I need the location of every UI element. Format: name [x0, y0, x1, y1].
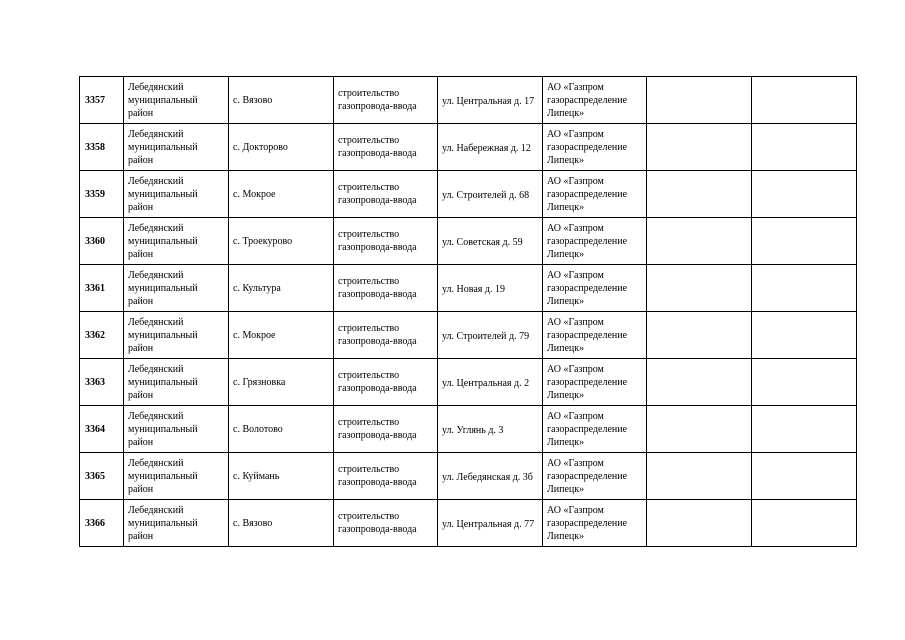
district-cell: Лебедянский муниципальный район	[124, 312, 229, 359]
empty-cell	[752, 171, 857, 218]
work-type-cell: строительство газопровода-ввода	[334, 500, 438, 547]
address-cell: ул. Центральная д. 77	[438, 500, 543, 547]
organization-cell: АО «Газпром газораспределение Липецк»	[543, 218, 647, 265]
organization-cell: АО «Газпром газораспределение Липецк»	[543, 359, 647, 406]
village-cell: с. Вязово	[229, 77, 334, 124]
empty-cell	[647, 171, 752, 218]
organization-cell: АО «Газпром газораспределение Липецк»	[543, 406, 647, 453]
empty-cell	[647, 218, 752, 265]
organization-cell: АО «Газпром газораспределение Липецк»	[543, 453, 647, 500]
address-cell: ул. Строителей д. 68	[438, 171, 543, 218]
empty-cell	[752, 312, 857, 359]
empty-cell	[647, 77, 752, 124]
village-cell: с. Докторово	[229, 124, 334, 171]
row-number: 3357	[80, 77, 124, 124]
row-number: 3363	[80, 359, 124, 406]
empty-cell	[752, 77, 857, 124]
table-row	[80, 500, 857, 547]
table-row	[80, 124, 857, 171]
work-type-cell: строительство газопровода-ввода	[334, 453, 438, 500]
work-type-cell: строительство газопровода-ввода	[334, 265, 438, 312]
address-cell: ул. Новая д. 19	[438, 265, 543, 312]
district-cell: Лебедянский муниципальный район	[124, 265, 229, 312]
village-cell: с. Мокрое	[229, 312, 334, 359]
organization-cell: АО «Газпром газораспределение Липецк»	[543, 171, 647, 218]
organization-cell: АО «Газпром газораспределение Липецк»	[543, 312, 647, 359]
empty-cell	[752, 124, 857, 171]
empty-cell	[647, 312, 752, 359]
district-cell: Лебедянский муниципальный район	[124, 453, 229, 500]
empty-cell	[647, 453, 752, 500]
district-cell: Лебедянский муниципальный район	[124, 124, 229, 171]
row-number: 3361	[80, 265, 124, 312]
work-type-cell: строительство газопровода-ввода	[334, 77, 438, 124]
empty-cell	[752, 500, 857, 547]
empty-cell	[647, 124, 752, 171]
table-row	[80, 77, 857, 124]
work-type-cell: строительство газопровода-ввода	[334, 171, 438, 218]
organization-cell: АО «Газпром газораспределение Липецк»	[543, 77, 647, 124]
empty-cell	[752, 359, 857, 406]
district-cell: Лебедянский муниципальный район	[124, 359, 229, 406]
organization-cell: АО «Газпром газораспределение Липецк»	[543, 124, 647, 171]
row-number: 3360	[80, 218, 124, 265]
table-row	[80, 406, 857, 453]
empty-cell	[752, 218, 857, 265]
address-cell: ул. Советская д. 59	[438, 218, 543, 265]
empty-cell	[647, 500, 752, 547]
work-type-cell: строительство газопровода-ввода	[334, 312, 438, 359]
table-row	[80, 265, 857, 312]
district-cell: Лебедянский муниципальный район	[124, 500, 229, 547]
work-type-cell: строительство газопровода-ввода	[334, 218, 438, 265]
district-cell: Лебедянский муниципальный район	[124, 171, 229, 218]
empty-cell	[647, 406, 752, 453]
empty-cell	[752, 406, 857, 453]
address-cell: ул. Центральная д. 2	[438, 359, 543, 406]
empty-cell	[752, 453, 857, 500]
row-number: 3362	[80, 312, 124, 359]
table-row	[80, 171, 857, 218]
village-cell: с. Куймань	[229, 453, 334, 500]
work-type-cell: строительство газопровода-ввода	[334, 359, 438, 406]
table-row	[80, 218, 857, 265]
empty-cell	[647, 265, 752, 312]
organization-cell: АО «Газпром газораспределение Липецк»	[543, 500, 647, 547]
row-number: 3359	[80, 171, 124, 218]
village-cell: с. Вязово	[229, 500, 334, 547]
document-table	[79, 76, 857, 547]
district-cell: Лебедянский муниципальный район	[124, 77, 229, 124]
row-number: 3358	[80, 124, 124, 171]
empty-cell	[752, 265, 857, 312]
table-row	[80, 359, 857, 406]
village-cell: с. Грязновка	[229, 359, 334, 406]
village-cell: с. Культура	[229, 265, 334, 312]
table-body	[80, 77, 857, 547]
row-number: 3365	[80, 453, 124, 500]
village-cell: с. Мокрое	[229, 171, 334, 218]
empty-cell	[647, 359, 752, 406]
village-cell: с. Троекурово	[229, 218, 334, 265]
table-row	[80, 453, 857, 500]
work-type-cell: строительство газопровода-ввода	[334, 124, 438, 171]
district-cell: Лебедянский муниципальный район	[124, 218, 229, 265]
address-cell: ул. Набережная д. 12	[438, 124, 543, 171]
organization-cell: АО «Газпром газораспределение Липецк»	[543, 265, 647, 312]
row-number: 3364	[80, 406, 124, 453]
work-type-cell: строительство газопровода-ввода	[334, 406, 438, 453]
row-number: 3366	[80, 500, 124, 547]
table-row	[80, 312, 857, 359]
address-cell: ул. Углянь д. 3	[438, 406, 543, 453]
district-cell: Лебедянский муниципальный район	[124, 406, 229, 453]
address-cell: ул. Центральная д. 17	[438, 77, 543, 124]
address-cell: ул. Строителей д. 79	[438, 312, 543, 359]
address-cell: ул. Лебедянская д. 3б	[438, 453, 543, 500]
village-cell: с. Волотово	[229, 406, 334, 453]
